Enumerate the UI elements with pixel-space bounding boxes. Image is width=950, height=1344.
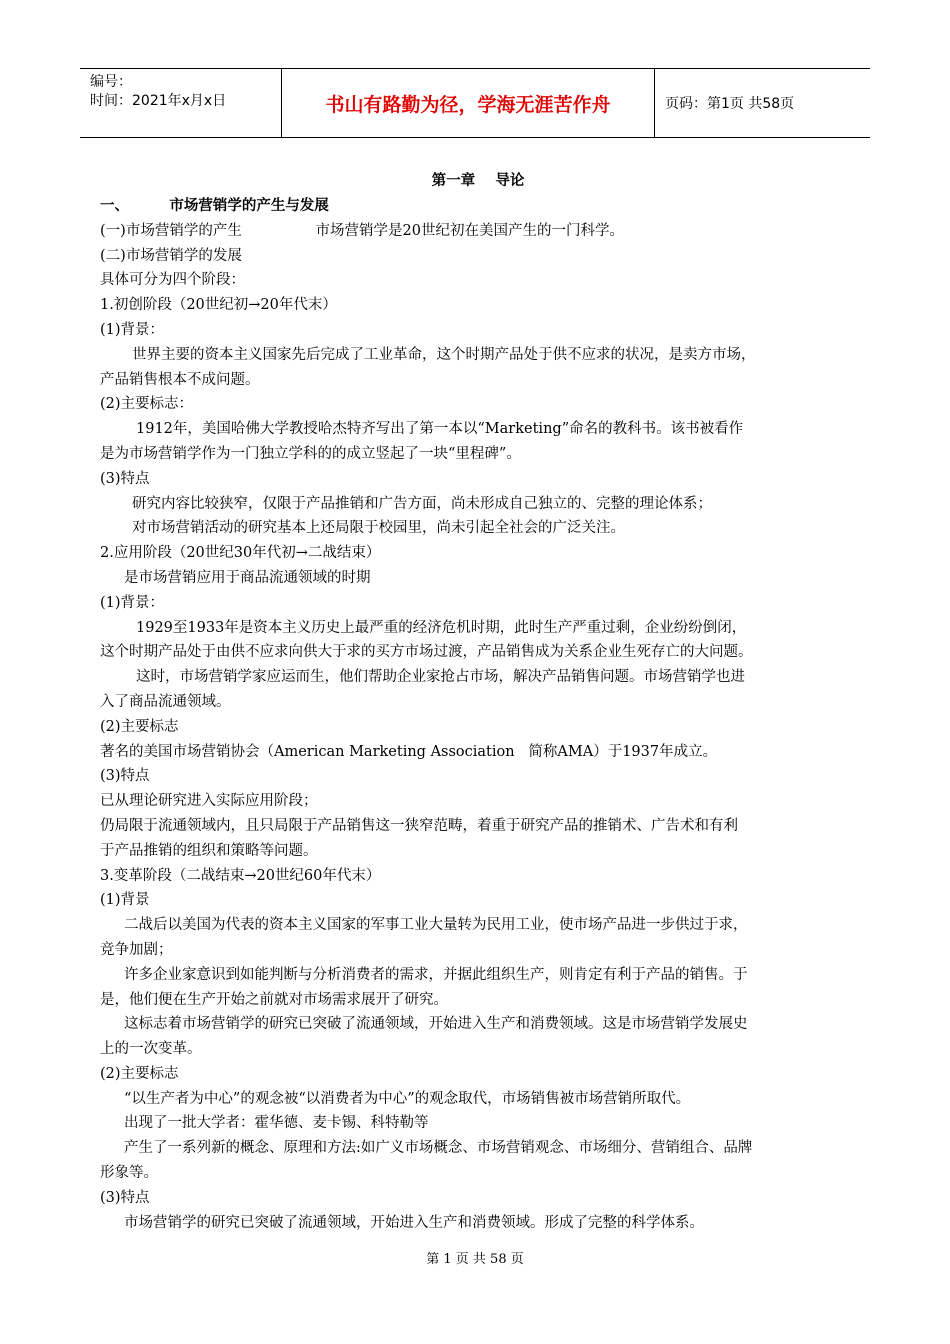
header-motto: 书山有路勤为径，学海无涯苦作舟 <box>325 93 611 116</box>
page-footer: 第 1 页 共 58 页 <box>426 1252 524 1267</box>
text-line: 于产品推销的组织和策略等问题。 <box>100 842 318 859</box>
text-line: 入了商品流通领域。 <box>100 693 231 710</box>
text-line: “以生产者为中心”的观念被“以消费者为中心”的观念取代，市场销售被市场营销所取代。 <box>124 1090 691 1107</box>
text-line: 1912年，美国哈佛大学教授哈杰特齐写出了第一本以“Marketing”命名的教科书。该书被看作 <box>136 421 744 438</box>
text-line: 这个时期产品处于由供不应求向供大于求的买方市场过渡，产品销售成为关系企业生死存亡的大问题。 <box>100 644 753 661</box>
text-line: 具体可分为四个阶段： <box>100 272 245 289</box>
text-line: 是市场营销应用于商品流通领域的时期 <box>124 569 371 586</box>
text-line: 是为市场营销学作为一门独立学科的的成立竖起了一块“里程碑”。 <box>100 445 521 462</box>
document-body <box>100 170 856 1235</box>
header-page-number: 页码：第1页 共58页 <box>665 96 795 112</box>
text-line: 市场营销学的研究已突破了流通领域，开始进入生产和消费领域。形成了完整的科学体系。 <box>124 1214 704 1231</box>
text-line: 1929至1933年是资本主义历史上最严重的经济危机时期，此时生产严重过剩，企业纷纷倒闭， <box>136 619 747 636</box>
text-line: 这标志着市场营销学的研究已突破了流通领域，开始进入生产和消费领域。这是市场营销学发展史 <box>124 1016 748 1033</box>
header-page-cell <box>655 69 870 137</box>
chapter-title: 第一章 导论 <box>431 172 525 189</box>
text-line: (二)市场营销学的发展 <box>100 247 242 264</box>
text-line: 上的一次变革。 <box>100 1041 202 1058</box>
text-line: 出现了一批大学者：霍华德、麦卡锡、科特勒等 <box>124 1115 429 1132</box>
text-line: 世界主要的资本主义国家先后完成了工业革命，这个时期产品处于供不应求的状况，是卖方市场， <box>132 346 756 363</box>
header-motto-cell <box>282 69 655 137</box>
text-line: (3)特点 <box>100 470 150 487</box>
text-line: (1)背景： <box>100 321 165 338</box>
text-line: 产品销售根本不成问题。 <box>100 371 260 388</box>
text-line: (1)背景： <box>100 594 165 611</box>
text-line: (2)主要标志 <box>100 718 179 735</box>
text-line: (1)背景 <box>100 892 150 909</box>
text-line: 研究内容比较狭窄，仅限于产品推销和广告方面，尚未形成自己独立的、完整的理论体系； <box>132 495 712 512</box>
text-line: 对市场营销活动的研究基本上还局限于校园里，尚未引起全社会的广泛关注。 <box>132 520 625 537</box>
text-line: 3.变革阶段（二战结束→20世纪60年代末） <box>100 867 381 884</box>
text-line: 二战后以美国为代表的资本主义国家的军事工业大量转为民用工业，使市场产品进一步供过于求， <box>124 917 748 934</box>
text-line: 2.应用阶段（20世纪30年代初→二战结束） <box>100 545 381 562</box>
text-line: 这时，市场营销学家应运而生，他们帮助企业家抢占市场，解决产品销售问题。市场营销学也进 <box>136 669 745 686</box>
text-line: 1.初创阶段（20世纪初→20年代末） <box>100 297 337 314</box>
text-line: 产生了一系列新的概念、原理和方法:如广义市场概念、市场营销观念、市场细分、营销组合、品牌 <box>124 1140 753 1157</box>
text-line: 一、 市场营销学的产生与发展 <box>100 197 329 214</box>
document-lines <box>100 194 856 1235</box>
text-line: (2)主要标志 <box>100 1065 179 1082</box>
text-line: 竞争加剧； <box>100 941 173 958</box>
header-table <box>80 68 870 138</box>
text-line: 是，他们便在生产开始之前就对市场需求展开了研究。 <box>100 991 448 1008</box>
header-meta-cell <box>80 69 282 137</box>
text-line: 许多企业家意识到如能判断与分析消费者的需求，并据此组织生产，则肯定有利于产品的销售。于 <box>124 966 748 983</box>
text-line: (3)特点 <box>100 768 150 785</box>
text-line: 著名的美国市场营销协会（American Marketing Association 简称AMA）于1937年成立。 <box>100 743 718 760</box>
text-line: (一)市场营销学的产生 市场营销学是20世纪初在美国产生的一门科学。 <box>100 222 625 239</box>
document-date-label: 时间：2021年x月x日 <box>90 93 227 109</box>
document-number-label: 编号： <box>90 74 132 90</box>
text-line: 已从理论研究进入实际应用阶段； <box>100 793 318 810</box>
text-line: (3)特点 <box>100 1189 150 1206</box>
text-line: 形象等。 <box>100 1165 158 1182</box>
text-line: (2)主要标志： <box>100 396 194 413</box>
text-line: 仍局限于流通领域内，且只局限于产品销售这一狭窄范畴，着重于研究产品的推销术、广告术和有利 <box>100 817 738 834</box>
